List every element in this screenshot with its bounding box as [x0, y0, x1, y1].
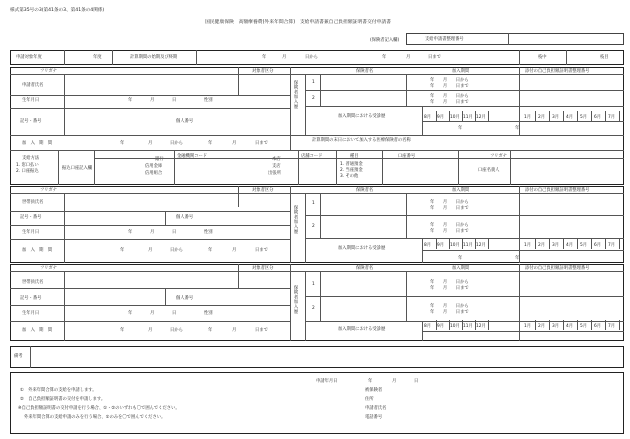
shutchojo-label: 出張所 — [268, 171, 281, 176]
s3-r2-from: 年 月 日から — [430, 304, 469, 309]
r2-to: 年 月 日まで — [430, 100, 469, 105]
line1[interactable]: ① 外来年間合算の支給を申請します。 — [20, 388, 97, 393]
s3-r1-to: 年 月 日まで — [430, 286, 469, 291]
honten-label: 本店 — [272, 157, 281, 162]
s2-ep-to: 日まで — [255, 248, 268, 253]
dob-hi: 日 — [172, 98, 177, 103]
month-a-3: 11月 — [463, 115, 473, 120]
s3-ep-nen1: 年 — [120, 328, 125, 333]
holder-label: 口座名義人 — [478, 168, 500, 173]
row1-num: 1 — [312, 80, 315, 85]
nendo: 年度 — [93, 55, 102, 60]
s3-tsuki: 月 — [150, 311, 155, 316]
s2-row2: 2 — [312, 224, 315, 229]
r2-from: 年 月 日から — [430, 94, 469, 99]
s3-row2: 2 — [312, 306, 315, 311]
month-a-1: 9月 — [437, 324, 445, 329]
month-b-3: 4月 — [566, 115, 574, 120]
month-a-2: 10月 — [450, 324, 460, 329]
month-b-4: 5月 — [580, 243, 588, 248]
ep-tsuki1: 月 — [148, 141, 153, 146]
month-a-2: 10月 — [450, 115, 460, 120]
month-b-5: 6月 — [594, 115, 602, 120]
from-hi: 日から — [305, 55, 318, 60]
s3-name-label: 世帯員氏名 — [22, 280, 44, 285]
pay-opt2[interactable]: 2. 口座振込 — [16, 169, 39, 174]
s2-symbol: 記号・番号 — [20, 215, 42, 220]
month-b-6: 7月 — [608, 243, 616, 248]
s3-r1-from: 年 月 日から — [430, 280, 469, 285]
s2-during: 加入期間における受診歴 — [338, 246, 386, 251]
month-b-3: 4月 — [566, 243, 574, 248]
s3-during: 加入期間における受診歴 — [338, 327, 386, 332]
dob-label: 生年月日 — [22, 98, 40, 103]
month-b-0: 1月 — [524, 243, 532, 248]
s2-ep-from: 日から — [170, 248, 183, 253]
ep-nen2: 年 — [208, 141, 213, 146]
month-b-3: 4月 — [566, 324, 574, 329]
s3-selfcert: 添付の自己負担額証明書整理番号 — [525, 266, 590, 271]
ep-from: 日から — [170, 141, 183, 146]
s3-r2-to: 年 月 日まで — [430, 310, 469, 315]
s2-hi: 日 — [172, 230, 177, 235]
s2-year-a: 年 — [458, 256, 463, 261]
s3-insurer-name: 保険者名 — [356, 266, 374, 271]
branch2: 枝目 — [600, 55, 609, 60]
row2-num: 2 — [312, 96, 315, 101]
remarks-box[interactable] — [10, 346, 624, 368]
s2-r2-to: 年 月 日まで — [430, 229, 469, 234]
month-a-0: 8月 — [424, 243, 432, 248]
s3-hi: 日 — [172, 311, 177, 316]
s3-nen: 年 — [128, 311, 133, 316]
acct-t1[interactable]: 1. 普通預金 — [340, 162, 363, 167]
insurer-note: (保険者記入欄) — [370, 38, 400, 43]
s3-class: 対象者区分 — [252, 266, 274, 271]
ep-to: 日まで — [255, 141, 268, 146]
acct-t3[interactable]: 3. その他 — [340, 174, 359, 179]
month-a-2: 10月 — [450, 243, 460, 248]
branch-code-label: 店舗コード — [301, 154, 323, 159]
s2-dob: 生年月日 — [22, 230, 40, 235]
s2-r2-from: 年 月 日から — [430, 223, 469, 228]
apply-tsuki: 月 — [392, 379, 397, 384]
s2-furigana: フリガナ — [40, 188, 57, 193]
s3-insurer-side: 保険者加入歴 — [293, 285, 298, 314]
s2-gender: 性別 — [204, 230, 213, 235]
s2-selfcert: 添付の自己負担額証明書整理番号 — [525, 188, 590, 193]
month-a-3: 11月 — [463, 243, 473, 248]
form-id: 様式第35号の3(第41条の3、第41条の4関係) — [10, 8, 105, 13]
s3-furigana: フリガナ — [40, 266, 57, 271]
line4: 外来年間合算の支給申請のみを行う場合、①のみを〇で囲んでください。 — [24, 415, 166, 420]
ep-tsuki2: 月 — [232, 141, 237, 146]
month-b-1: 2月 — [538, 324, 546, 329]
enrolled-period-label: 加 入 期 間 — [22, 141, 53, 146]
month-a-0: 8月 — [424, 115, 432, 120]
r1-from: 年 月 日から — [430, 78, 469, 83]
end-note: 計算期間の末日において加入する医療保険者の名称 — [312, 138, 411, 143]
s2-joined: 加入期間 — [452, 188, 470, 193]
remarks-label: 備考 — [14, 354, 23, 359]
shinkumi-label: 信用組合 — [145, 171, 163, 176]
section-applicant — [10, 67, 624, 185]
r1-to: 年 月 日まで — [430, 84, 469, 89]
from-tsuki: 月 — [282, 55, 287, 60]
insured-class-label: 対象者区分 — [252, 69, 274, 74]
insurer-name-label: 保険者名 — [356, 69, 374, 74]
pay-opt1[interactable]: 1. 窓口払い — [16, 163, 39, 168]
bank-label: 銀行 — [155, 157, 164, 162]
during-label: 加入期間における受診歴 — [338, 114, 386, 119]
s2-insurer-name: 保険者名 — [356, 188, 374, 193]
s3-joined: 加入期間 — [452, 266, 470, 271]
section-member-2 — [10, 264, 624, 341]
month-b-4: 5月 — [580, 324, 588, 329]
month-b-1: 2月 — [538, 115, 546, 120]
apply-hi: 日 — [414, 379, 419, 384]
s2-name-label: 世帯員氏名 — [22, 200, 44, 205]
personal-number-label: 個人番号 — [176, 119, 194, 124]
s2-class: 対象者区分 — [252, 188, 274, 193]
dob-tsuki: 月 — [150, 98, 155, 103]
month-b-6: 7月 — [608, 115, 616, 120]
month-a-4: 12月 — [476, 324, 486, 329]
apply-nen: 年 — [368, 379, 373, 384]
dob-nen: 年 — [128, 98, 133, 103]
s2-insurer-side: 保険者加入歴 — [293, 205, 298, 234]
gender-label: 性別 — [204, 98, 213, 103]
s2-ep-tsuki2: 月 — [232, 248, 237, 253]
applicant-label: 申請者氏名 — [365, 406, 387, 411]
month-b-0: 1月 — [524, 115, 532, 120]
month-b-2: 3月 — [552, 115, 560, 120]
furigana2-label: フリガナ — [490, 154, 507, 159]
joined-period-label: 加入期間 — [452, 69, 470, 74]
s3-personal: 個人番号 — [176, 296, 194, 301]
s3-ep-from: 日から — [170, 328, 183, 333]
shiten-label: 支店 — [272, 164, 281, 169]
branch1: 枝中 — [538, 55, 547, 60]
s2-ep-tsuki1: 月 — [148, 248, 153, 253]
s3-symbol: 記号・番号 — [20, 296, 42, 301]
applicant-name-label: 申請者氏名 — [22, 83, 44, 88]
shinkin-label: 信用金庫 — [145, 164, 163, 169]
year-b: 年 — [515, 126, 520, 131]
to-tsuki: 月 — [406, 55, 411, 60]
month-a-0: 8月 — [424, 324, 432, 329]
s2-row1: 1 — [312, 201, 315, 206]
month-a-4: 12月 — [476, 115, 486, 120]
month-a-1: 9月 — [437, 115, 445, 120]
s3-gender: 性別 — [204, 311, 213, 316]
s2-year-b: 年 — [515, 256, 520, 261]
pay-method-label: 支給方法 — [22, 156, 40, 161]
month-b-0: 1月 — [524, 324, 532, 329]
acct-no-label: 口座番号 — [398, 154, 416, 159]
s3-ep-tsuki1: 月 — [148, 328, 153, 333]
s3-enrolled: 加 入 期 間 — [22, 328, 53, 333]
calc-period-label: 計算期間の始期及び終期 — [130, 55, 178, 60]
line3: ※自己負担額証明書の交付申請を行う場合、①・②のいずれも〇で囲んでください。 — [18, 406, 180, 411]
s2-r1-to: 年 月 日まで — [430, 206, 469, 211]
symbol-number-label: 記号・番号 — [20, 119, 42, 124]
phone-label: 電話番号 — [365, 415, 383, 420]
insurer-side-label: 保険者加入歴 — [293, 80, 298, 109]
month-b-2: 3月 — [552, 324, 560, 329]
month-b-5: 6月 — [594, 243, 602, 248]
ep-nen1: 年 — [120, 141, 125, 146]
apply-date-label: 申請年月日 — [316, 379, 338, 384]
month-b-1: 2月 — [538, 243, 546, 248]
s3-row1: 1 — [312, 282, 315, 287]
s3-dob: 生年月日 — [22, 311, 40, 316]
year-a: 年 — [458, 126, 463, 131]
s2-personal: 個人番号 — [176, 215, 194, 220]
year-label: 申請対象年度 — [16, 55, 42, 60]
to-hi: 日まで — [428, 55, 441, 60]
line2[interactable]: ② 自己負担額証明書の交付を申請します。 — [20, 397, 106, 402]
month-a-3: 11月 — [463, 324, 473, 329]
s3-ep-to: 日まで — [255, 328, 268, 333]
s2-enrolled: 加 入 期 間 — [22, 248, 53, 253]
to-nen: 年 — [382, 55, 387, 60]
month-a-1: 9月 — [437, 243, 445, 248]
s2-r1-from: 年 月 日から — [430, 200, 469, 205]
s3-ep-nen2: 年 — [208, 328, 213, 333]
month-b-5: 6月 — [594, 324, 602, 329]
month-b-2: 3月 — [552, 243, 560, 248]
householder-label: 被保険者 — [365, 388, 383, 393]
from-nen: 年 — [262, 55, 267, 60]
acct-type-label: 種目 — [350, 154, 359, 159]
s2-ep-nen2: 年 — [208, 248, 213, 253]
insurer-number-label: 支給申請書整理番号 — [425, 37, 464, 42]
furigana-label: フリガナ — [40, 69, 57, 74]
s3-ep-tsuki2: 月 — [232, 328, 237, 333]
s2-tsuki: 月 — [150, 230, 155, 235]
acct-t2[interactable]: 2. 当座預金 — [340, 168, 363, 173]
s2-ep-nen1: 年 — [120, 248, 125, 253]
month-b-6: 7月 — [608, 324, 616, 329]
doc-title: 国民健康保険 高額療養費(外来年間合算) 支給申請書兼自己負担額証明書交付申請書 — [205, 20, 392, 25]
month-b-4: 5月 — [580, 115, 588, 120]
month-a-4: 12月 — [476, 243, 486, 248]
inst-code-label: 金融機関コード — [177, 154, 208, 159]
s2-nen: 年 — [128, 230, 133, 235]
pay-box-label: 振込口座記入欄 — [62, 166, 93, 171]
address-label: 住所 — [365, 397, 374, 402]
self-cert-no-label: 添付の自己負担額証明書整理番号 — [525, 69, 590, 74]
